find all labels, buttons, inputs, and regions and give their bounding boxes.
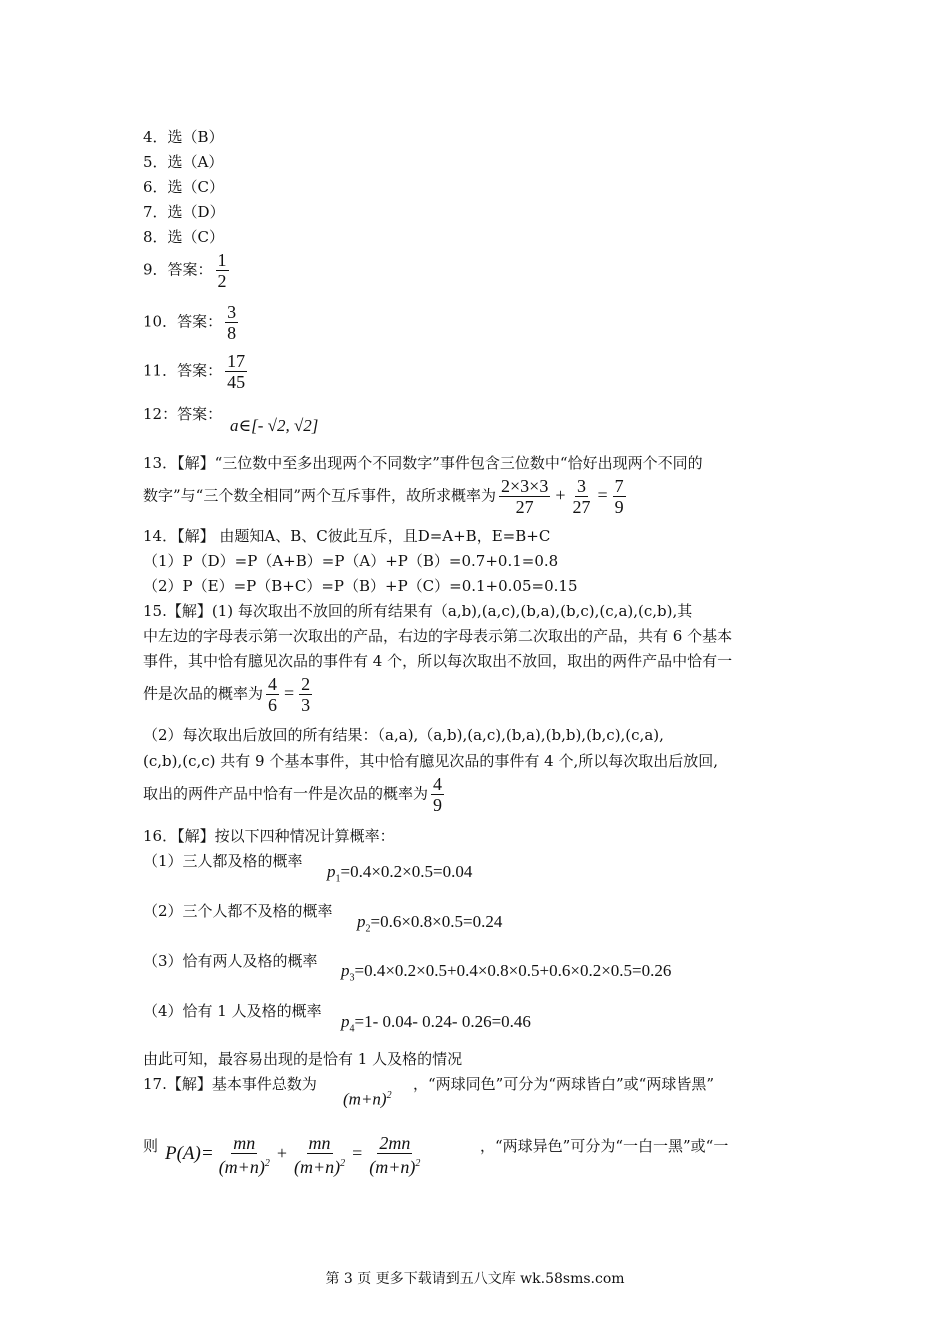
answer-11-fraction bbox=[225, 351, 247, 392]
q16-case-4-label: （4）恰有 1 人及格的概率 bbox=[143, 1002, 322, 1020]
fraction-numerator: 3 bbox=[576, 476, 586, 496]
fraction-numerator: mn bbox=[308, 1133, 331, 1153]
q17-line-2 bbox=[143, 1136, 158, 1156]
fraction-numerator: 3 bbox=[227, 302, 237, 322]
total-expression: (m+n) bbox=[343, 1089, 387, 1109]
p-symbol: p bbox=[357, 912, 366, 931]
q16-conclusion: 由此可知，最容易出现的是恰有 1 人及格的情况 bbox=[143, 1050, 463, 1068]
q14-line-3: （2）P（E）=P（B+C）=P（B）+P（C）=0.1+0.05=0.15 bbox=[143, 577, 578, 595]
q16-case-3-formula bbox=[341, 961, 671, 988]
q15-line-2: 中左边的字母表示第一次取出的产品，右边的字母表示第二次取出的产品，共有 6 个基本 bbox=[143, 627, 733, 645]
answer-12-label: 12：答案： bbox=[143, 405, 223, 423]
fraction-numerator: 1 bbox=[217, 250, 227, 270]
den-text: (m+n) bbox=[369, 1157, 416, 1177]
answer-12 bbox=[143, 404, 222, 424]
fraction-denominator: 27 bbox=[572, 497, 591, 517]
q15-line-1: 15.【解】(1) 每次取出不放回的所有结果有（a,b),(a,c),(b,a),(b,c),(c,a),(c,b),其 bbox=[143, 602, 693, 620]
q14-line-1: 14．【解】 由题知A、B、C彼此互斥，且D=A+B，E=B+C bbox=[143, 527, 551, 545]
fraction-numerator: 17 bbox=[227, 351, 246, 371]
answer-9-label: 9．答案： bbox=[143, 260, 213, 279]
answer-10 bbox=[143, 302, 241, 343]
answer-8: 8．选（C） bbox=[143, 228, 225, 246]
exponent: 2 bbox=[386, 1090, 392, 1101]
den-text: (m+n) bbox=[218, 1157, 265, 1177]
fraction-denominator bbox=[367, 1154, 422, 1177]
q15-line-7 bbox=[143, 774, 447, 815]
answer-12-expression: a∈[- √2, √2] bbox=[230, 416, 319, 435]
q17-fraction-2 bbox=[292, 1133, 347, 1177]
q15-fraction-2 bbox=[299, 674, 312, 715]
answer-5: 5．选（A） bbox=[143, 153, 224, 171]
q16-line-1: 16．【解】按以下四种情况计算概率： bbox=[143, 827, 395, 845]
p-subscript: 3 bbox=[349, 972, 355, 984]
p-subscript: 1 bbox=[335, 873, 341, 885]
fraction-numerator: 7 bbox=[614, 476, 624, 496]
q16-case-2-label: （2）三个人都不及格的概率 bbox=[143, 902, 333, 920]
q17-total bbox=[343, 1086, 392, 1110]
q17-ze: 则 bbox=[143, 1137, 159, 1155]
q15-line-4: 件是次品的概率为 $\frac{4}{6}$ = $\frac{2}{3}$ bbox=[143, 674, 311, 715]
answer-7: 7．选（D） bbox=[143, 203, 225, 221]
answer-4: 4．选（B） bbox=[143, 128, 224, 146]
q15-line-6: (c,b),(c,c) 共有 9 个基本事件，其中恰有臆见次品的事件有 4 个,所以每次取出后放回, bbox=[143, 752, 718, 770]
q16-case-4-formula bbox=[341, 1012, 531, 1039]
q16-case-2-formula bbox=[357, 912, 502, 939]
fraction-denominator: 8 bbox=[227, 323, 237, 343]
answer-11 bbox=[143, 351, 250, 392]
q15-fraction-1 bbox=[266, 674, 279, 715]
p-subscript: 2 bbox=[365, 923, 371, 935]
q15-line-5: （2）每次取出后放回的所有结果：（a,a),（a,b),(a,c),(b,a),(b,b),(b,c),(c,a), bbox=[143, 726, 664, 744]
answer-6: 6．选（C） bbox=[143, 178, 225, 196]
fraction-numerator: mn bbox=[233, 1133, 256, 1153]
q13-line-1: 13．【解】“三位数中至多出现两个不同数字”事件包含三位数中“恰好出现两个不同的 bbox=[143, 454, 703, 472]
q13-fraction-2 bbox=[570, 476, 592, 517]
q16-case-3-label: （3）恰有两人及格的概率 bbox=[143, 952, 318, 970]
q16-case-1-label: （1）三人都及格的概率 bbox=[143, 852, 303, 870]
pa-label: P(A)= bbox=[165, 1143, 214, 1164]
exponent: 2 bbox=[340, 1158, 346, 1169]
fraction-denominator bbox=[292, 1154, 347, 1177]
fraction-numerator: 2mn bbox=[379, 1133, 411, 1153]
fraction-denominator: 45 bbox=[227, 372, 246, 392]
exponent: 2 bbox=[264, 1158, 270, 1169]
case-4-expression: =1- 0.04- 0.24- 0.26=0.46 bbox=[354, 1012, 531, 1031]
q17-text: 17.【解】基本事件总数为 bbox=[143, 1075, 317, 1093]
q17-fraction-1 bbox=[217, 1133, 272, 1177]
q15-text-2: 取出的两件产品中恰有一件是次品的概率为 bbox=[143, 784, 429, 803]
fraction-numerator: 4 bbox=[268, 674, 278, 694]
p-symbol: p bbox=[341, 1012, 350, 1031]
fraction-denominator: 9 bbox=[433, 795, 443, 815]
fraction-denominator: 9 bbox=[614, 497, 624, 517]
q15-fraction-3 bbox=[431, 774, 444, 815]
q14-line-2: （1）P（D）=P（A+B）=P（A）+P（B）=0.7+0.1=0.8 bbox=[143, 552, 559, 570]
fraction-denominator: 6 bbox=[268, 695, 278, 715]
q15-text: 件是次品的概率为 bbox=[143, 684, 264, 703]
p-subscript: 4 bbox=[349, 1023, 355, 1035]
case-2-expression: =0.6×0.8×0.5=0.24 bbox=[370, 912, 503, 931]
q17-line-1 bbox=[143, 1074, 317, 1094]
fraction-denominator: 27 bbox=[515, 497, 534, 517]
answer-9 bbox=[143, 250, 232, 291]
q13-fraction-3 bbox=[613, 476, 626, 517]
q13-line-2: 数字”与“三个数全相同”两个互斥事件，故所求概率为 $\frac{2\times 3\times 3}{27}$ + $\frac{3}{27}$ = $\frac{7}{9}$ bbox=[143, 476, 624, 517]
fraction-numerator: 4 bbox=[433, 774, 443, 794]
fraction-denominator: 3 bbox=[301, 695, 311, 715]
fraction-numerator: 2×3×3 bbox=[501, 476, 549, 496]
case-3-expression: =0.4×0.2×0.5+0.4×0.8×0.5+0.6×0.2×0.5=0.26 bbox=[354, 961, 672, 980]
fraction-denominator bbox=[217, 1154, 272, 1177]
fraction-denominator: 2 bbox=[217, 271, 227, 291]
q17-fraction-3 bbox=[367, 1133, 422, 1177]
answer-10-label: 10．答案： bbox=[143, 312, 223, 331]
fraction-numerator: 2 bbox=[301, 674, 311, 694]
q17-formula: P(A)= $\frac{mn}{(m+n)^2}$ + $\frac{mn}{(m+n)^2}$ = $\frac{2mn}{(m+n)^2}$ bbox=[165, 1133, 421, 1177]
answer-11-label: 11．答案： bbox=[143, 361, 223, 380]
exponent: 2 bbox=[415, 1158, 421, 1169]
answer-9-fraction bbox=[216, 250, 229, 291]
page-footer: 第 3 页 更多下载请到五八文库 wk.58sms.com bbox=[325, 1271, 625, 1287]
q15-line-3: 事件，其中恰有臆见次品的事件有 4 个，所以每次取出不放回，取出的两件产品中恰有一 bbox=[143, 652, 733, 670]
q17-line-1-tail: ，“两球同色”可分为“两球皆白”或“两球皆黑” bbox=[413, 1075, 715, 1093]
case-1-expression: =0.4×0.2×0.5=0.04 bbox=[340, 862, 473, 881]
answer-10-fraction bbox=[225, 302, 238, 343]
q13-fraction-1 bbox=[499, 476, 550, 517]
den-text: (m+n) bbox=[293, 1157, 341, 1177]
q16-case-1-formula bbox=[327, 862, 472, 889]
p-symbol: p bbox=[327, 862, 336, 881]
q13-text: 数字”与“三个数全相同”两个互斥事件，故所求概率为 bbox=[143, 486, 497, 505]
q17-line-2-tail: ，“两球异色”可分为“一白一黑”或“一 bbox=[480, 1137, 729, 1155]
p-symbol: p bbox=[341, 961, 350, 980]
